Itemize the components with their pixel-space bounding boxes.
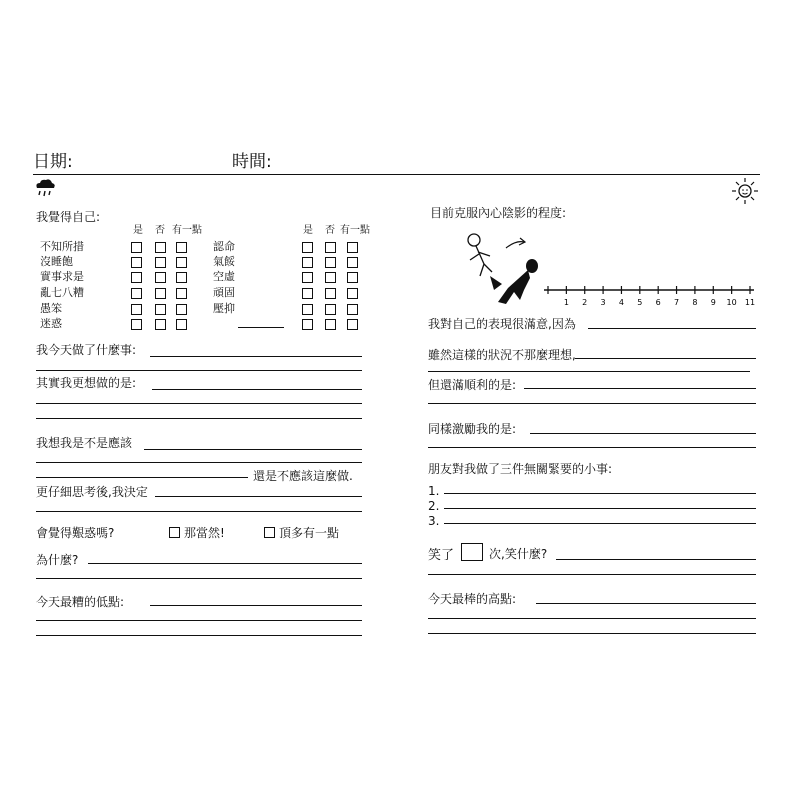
header-a-bit: 有一點	[172, 225, 202, 236]
feel-checkbox[interactable]	[155, 288, 166, 299]
feel-item: 壓抑	[213, 302, 235, 315]
feel-checkbox[interactable]	[325, 272, 336, 283]
person-and-shadow-illustration	[460, 230, 540, 310]
write-line[interactable]	[36, 635, 362, 636]
write-line[interactable]	[556, 559, 756, 560]
scale-number: 4	[618, 298, 625, 307]
should-label: 我想我是不是應該	[36, 436, 133, 450]
feel-checkbox[interactable]	[131, 257, 142, 268]
feel-checkbox[interactable]	[131, 242, 142, 253]
scale-number: 3	[600, 298, 606, 307]
feel-item: 頑固	[213, 286, 235, 299]
write-line[interactable]	[428, 574, 756, 575]
satisfied-label: 我對自己的表現很滿意,因為	[428, 317, 576, 331]
or-not-label: 還是不應該這麼做.	[253, 469, 353, 483]
write-line[interactable]	[575, 358, 756, 359]
laughed-suffix: 次,笑什麼?	[489, 547, 548, 561]
feel-checkbox[interactable]	[131, 304, 142, 315]
feel-checkbox[interactable]	[347, 319, 358, 330]
low-point-label: 今天最糟的低點:	[36, 595, 125, 609]
sun-icon	[731, 177, 759, 205]
feel-checkbox[interactable]	[155, 257, 166, 268]
time-label: 時間:	[232, 152, 272, 172]
feel-checkbox[interactable]	[176, 272, 187, 283]
write-line[interactable]	[588, 328, 756, 329]
write-line[interactable]	[524, 388, 756, 389]
feel-checkbox[interactable]	[347, 288, 358, 299]
header-a-bit-right: 有一點	[340, 225, 370, 236]
think-carefully-label: 更仔細思考後,我決定	[36, 485, 148, 499]
high-point-label: 今天最棒的高點:	[428, 592, 517, 606]
feel-checkbox[interactable]	[155, 319, 166, 330]
write-line[interactable]	[36, 620, 362, 621]
feel-checkbox[interactable]	[155, 242, 166, 253]
but-label: 但還滿順利的是:	[428, 378, 517, 392]
definitely-checkbox[interactable]	[169, 527, 180, 538]
write-line[interactable]	[150, 605, 362, 606]
feel-item: 認命	[213, 240, 235, 253]
friends-label: 朋友對我做了三件無關緊要的小事:	[428, 462, 613, 476]
overcome-scale	[540, 284, 760, 312]
a-bit-label: 頂多有一點	[279, 526, 340, 540]
write-line[interactable]	[36, 370, 362, 371]
write-line[interactable]	[428, 633, 756, 634]
rain-cloud-icon	[33, 178, 57, 200]
write-line[interactable]	[36, 477, 248, 478]
feel-item: 實事求是	[40, 270, 84, 283]
feel-checkbox[interactable]	[302, 319, 313, 330]
feel-item: 氣餒	[213, 255, 235, 268]
feel-checkbox[interactable]	[155, 272, 166, 283]
why-label: 為什麼?	[36, 553, 79, 567]
write-line[interactable]	[530, 433, 756, 434]
header-yes-right: 是	[303, 225, 313, 236]
scale-number: 6	[655, 298, 661, 307]
write-line[interactable]	[428, 403, 756, 404]
scale-number: 8	[692, 298, 698, 307]
definitely-label: 那當然!	[184, 526, 225, 540]
header-no: 否	[155, 225, 165, 236]
feel-blank-line	[238, 327, 284, 328]
scale-number: 11	[744, 298, 756, 307]
write-line[interactable]	[444, 508, 756, 509]
feel-checkbox[interactable]	[302, 304, 313, 315]
write-line[interactable]	[536, 603, 756, 604]
feel-checkbox[interactable]	[176, 257, 187, 268]
feel-checkbox[interactable]	[302, 272, 313, 283]
header-no-right: 否	[325, 225, 335, 236]
actually-wanted-label: 其實我更想做的是:	[36, 376, 137, 390]
scale-number: 7	[673, 298, 680, 307]
scale-number: 2	[582, 298, 588, 307]
write-line[interactable]	[144, 449, 362, 450]
write-line[interactable]	[36, 403, 362, 404]
feel-checkbox[interactable]	[176, 319, 187, 330]
list-number: 2.	[428, 499, 440, 513]
feel-item: 沒睡飽	[40, 255, 73, 268]
feel-checkbox[interactable]	[302, 242, 313, 253]
scale-number: 5	[637, 298, 643, 307]
write-line[interactable]	[36, 578, 362, 579]
list-number: 3.	[428, 514, 440, 528]
header-yes: 是	[133, 225, 143, 236]
list-number: 1.	[428, 484, 440, 498]
write-line[interactable]	[36, 418, 362, 419]
feel-item: 不知所措	[40, 240, 84, 253]
write-line[interactable]	[36, 511, 362, 512]
scale-number: 9	[710, 298, 716, 307]
feel-checkbox[interactable]	[325, 257, 336, 268]
feel-item: 迷惑	[40, 317, 62, 330]
header-rule	[33, 174, 760, 175]
scale-number: 1	[563, 298, 569, 307]
write-line[interactable]	[444, 523, 756, 524]
write-line[interactable]	[150, 356, 362, 357]
write-line[interactable]	[152, 389, 362, 390]
today-did-label: 我今天做了什麼事:	[36, 343, 137, 357]
feel-checkbox[interactable]	[131, 272, 142, 283]
write-line[interactable]	[428, 447, 756, 448]
laughed-prefix: 笑了	[428, 548, 455, 563]
write-line[interactable]	[88, 563, 362, 564]
write-line[interactable]	[155, 496, 362, 497]
feel-checkbox[interactable]	[176, 304, 187, 315]
feel-checkbox[interactable]	[347, 272, 358, 283]
feel-checkbox[interactable]	[176, 288, 187, 299]
feel-checkbox[interactable]	[302, 257, 313, 268]
write-line[interactable]	[444, 493, 756, 494]
although-label: 雖然這樣的狀況不那麼理想,	[428, 348, 576, 362]
laugh-count-box[interactable]	[461, 543, 483, 561]
feel-label: 我覺得自己:	[36, 210, 101, 224]
feel-checkbox[interactable]	[347, 304, 358, 315]
encourage-label: 同樣激勵我的是:	[428, 422, 517, 436]
feel-checkbox[interactable]	[325, 242, 336, 253]
feel-checkbox[interactable]	[176, 242, 187, 253]
feel-item: 愚笨	[40, 302, 62, 315]
feel-checkbox[interactable]	[325, 288, 336, 299]
feel-checkbox[interactable]	[302, 288, 313, 299]
write-line[interactable]	[36, 462, 362, 463]
write-line[interactable]	[428, 618, 756, 619]
feel-checkbox[interactable]	[325, 304, 336, 315]
overcome-label: 目前克服內心陰影的程度:	[430, 206, 567, 220]
feel-item: 空虛	[213, 270, 235, 283]
date-label: 日期:	[33, 152, 73, 172]
feel-checkbox[interactable]	[347, 242, 358, 253]
feel-checkbox[interactable]	[347, 257, 358, 268]
a-bit-checkbox[interactable]	[264, 527, 275, 538]
feel-checkbox[interactable]	[131, 319, 142, 330]
write-line[interactable]	[428, 371, 750, 372]
feel-checkbox[interactable]	[155, 304, 166, 315]
feel-checkbox[interactable]	[131, 288, 142, 299]
feel-item: 亂七八糟	[40, 286, 84, 299]
hard-label: 會覺得艱惑嗎?	[36, 526, 115, 540]
scale-number: 10	[726, 298, 737, 307]
feel-checkbox[interactable]	[325, 319, 336, 330]
